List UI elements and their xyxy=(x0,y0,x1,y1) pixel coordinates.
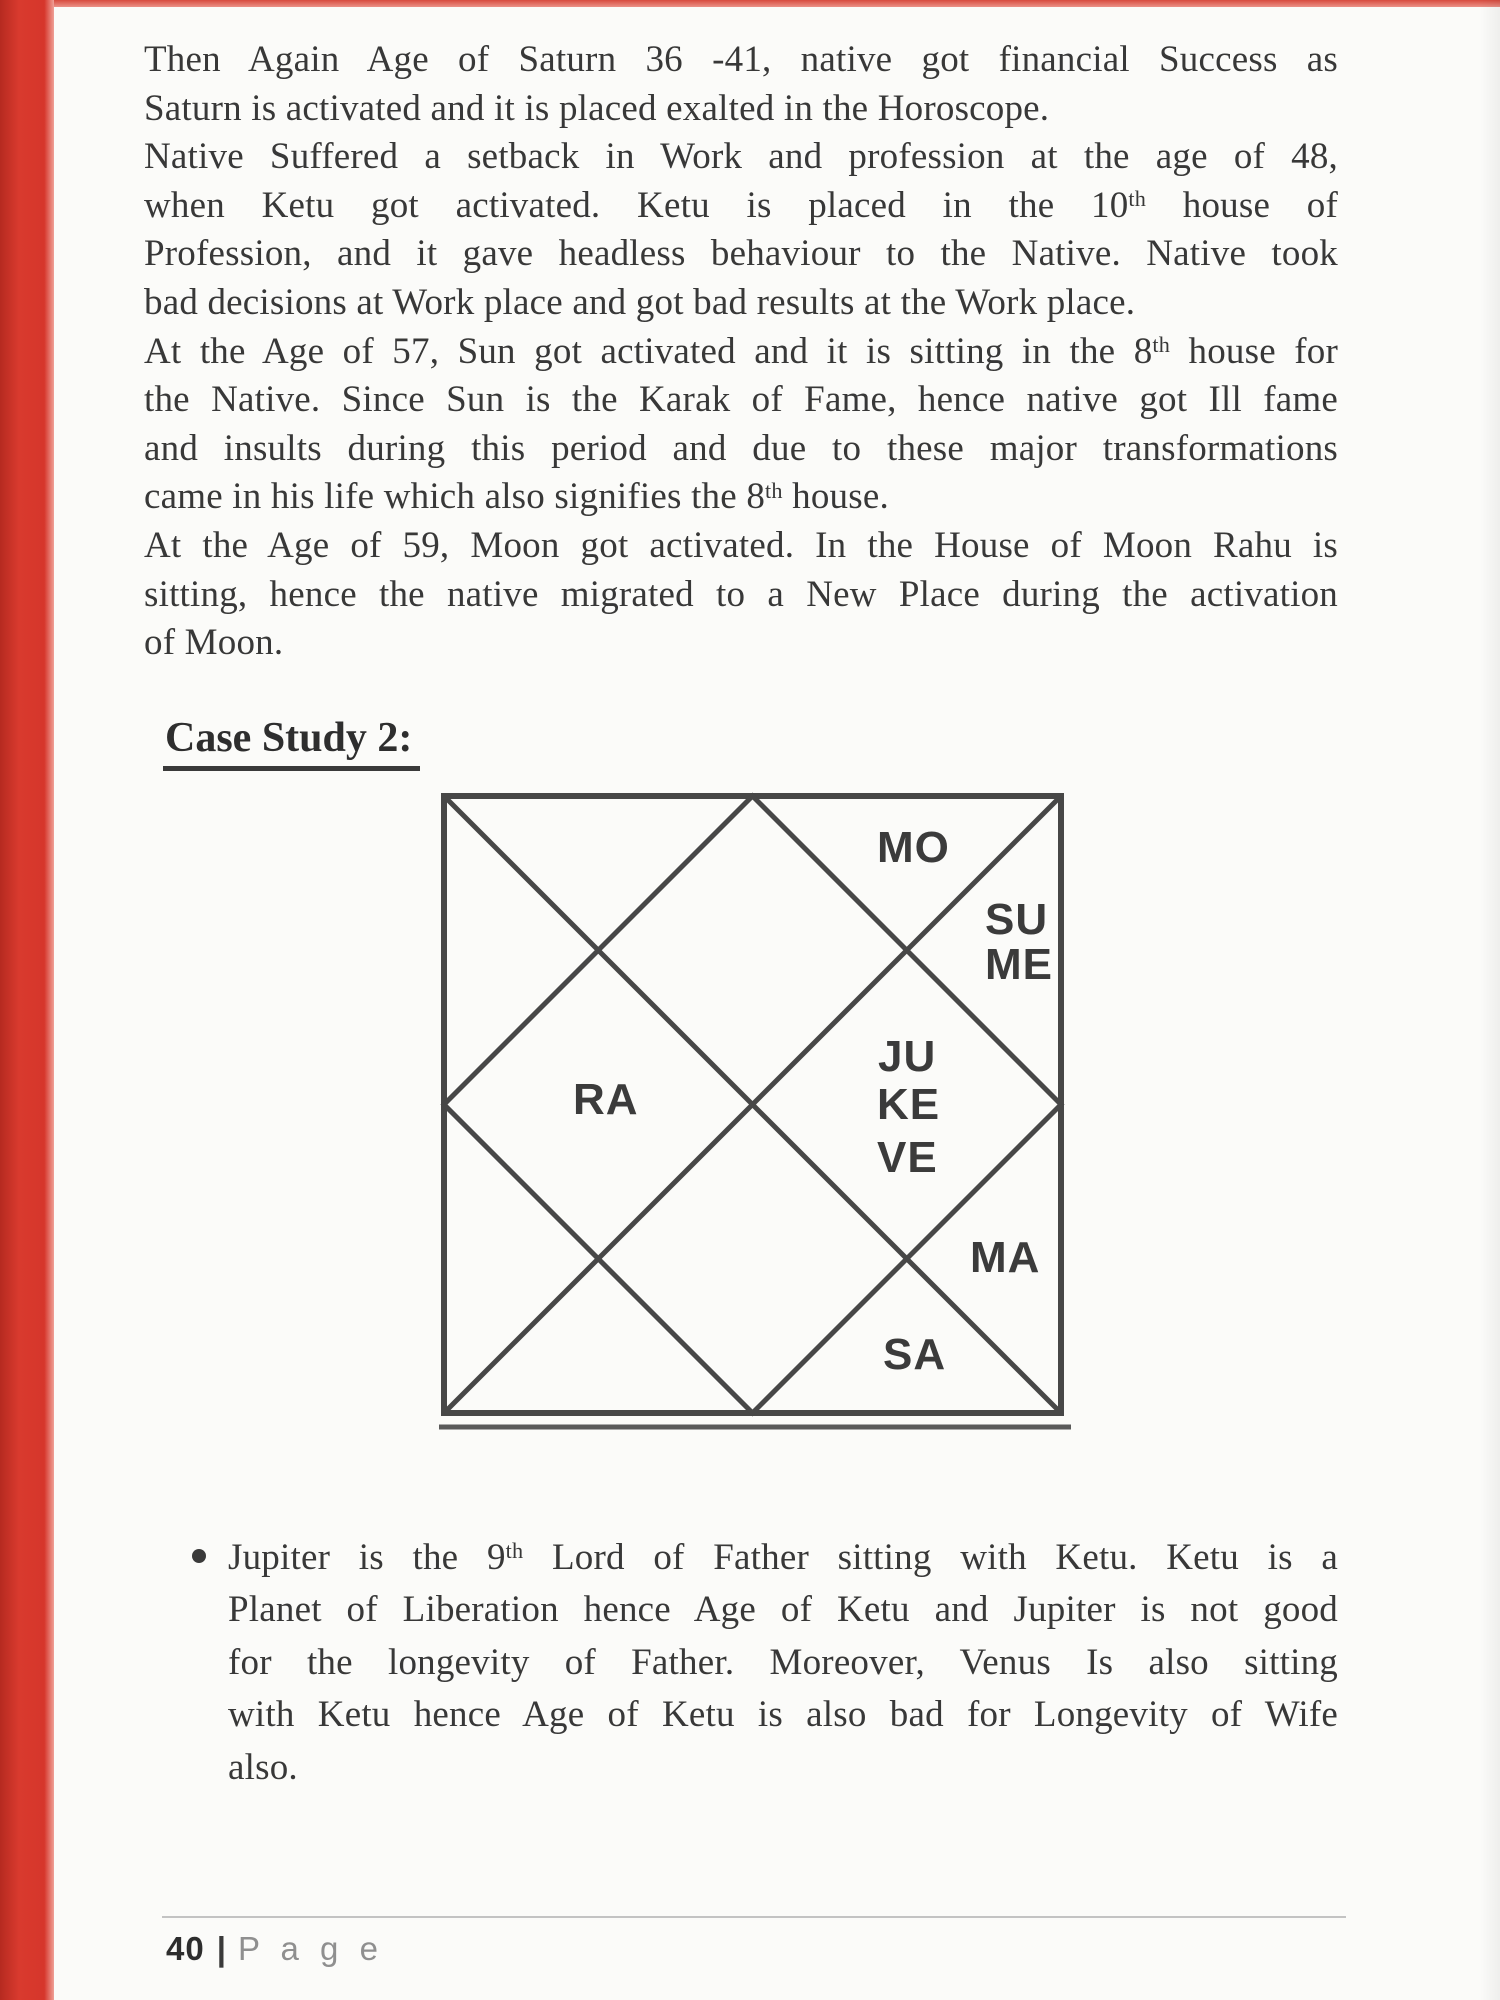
line-text: of Moon. xyxy=(144,622,284,664)
line-text: and insults during this period and due to these major transformations xyxy=(144,427,1338,469)
body-line xyxy=(144,85,1338,134)
book-edge-top xyxy=(54,0,1500,7)
footer-page-label: P a g e xyxy=(237,1930,384,1967)
footer-divider xyxy=(162,1916,1346,1918)
line-text: Native Suffered a setback in Work and profession at the age of 48, xyxy=(144,136,1338,178)
line-text: bad decisions at Work place and got bad results at the Work place. xyxy=(144,281,1136,323)
planet-label-sa: SA xyxy=(883,1330,947,1379)
body-paragraphs xyxy=(144,36,1338,668)
line-text: house. xyxy=(782,476,889,518)
line-text: house of xyxy=(1146,184,1338,226)
superscript: th xyxy=(1152,331,1171,357)
line-text: the Native. Since Sun is the Karak of Fame, hence native got Ill fame xyxy=(144,379,1338,421)
body-line xyxy=(144,425,1338,474)
page-footer xyxy=(166,1930,384,1968)
line-text: At the Age of 59, Moon got activated. In the House of Moon Rahu is xyxy=(144,524,1338,566)
body-line xyxy=(144,571,1338,620)
planet-label-ke: KE xyxy=(877,1080,941,1129)
body-line xyxy=(144,36,1338,85)
page-edge-shadow xyxy=(1480,0,1500,2000)
planet-label-ra: RA xyxy=(573,1075,639,1124)
birth-chart-diagram xyxy=(439,791,1071,1439)
line-text: Lord of Father sitting with Ketu. Ketu is a xyxy=(523,1537,1338,1578)
line-text: Saturn is activated and it is placed exalted in the Horoscope. xyxy=(144,87,1050,129)
superscript: th xyxy=(765,477,783,503)
line-text: also. xyxy=(228,1746,298,1788)
bullet-line xyxy=(228,1532,1338,1584)
bullet-line xyxy=(228,1584,1338,1636)
bullet-paragraph xyxy=(228,1532,1338,1794)
planet-label-ma: MA xyxy=(970,1233,1041,1282)
planet-label-mo: MO xyxy=(877,823,950,872)
line-text: Jupiter is the 9 xyxy=(228,1537,506,1578)
body-line xyxy=(144,133,1338,182)
line-text: sitting, hence the native migrated to a New Place during the activation xyxy=(144,573,1338,615)
page-number: 40 xyxy=(166,1930,205,1967)
line-text: house for xyxy=(1170,330,1338,372)
planet-label-ju: JU xyxy=(878,1032,937,1081)
bullet-line xyxy=(228,1689,1338,1741)
line-text: when Ketu got activated. Ketu is placed in the 10 xyxy=(144,184,1129,226)
footer-separator: | xyxy=(216,1930,226,1967)
book-edge-left xyxy=(0,0,54,2000)
body-line xyxy=(144,230,1338,279)
body-line xyxy=(144,619,1338,668)
bullet-line xyxy=(228,1742,1338,1794)
line-text: Profession, and it gave headless behaviour to the Native. Native took xyxy=(144,233,1338,275)
line-text: came in his life which also signifies the 8 xyxy=(144,476,766,518)
superscript: th xyxy=(505,1538,524,1564)
heading-text: Case Study 2: xyxy=(165,715,413,761)
body-line xyxy=(144,279,1338,328)
superscript: th xyxy=(1128,186,1147,212)
line-text: Then Again Age of Saturn 36 -41, native got financial Success as xyxy=(144,39,1338,80)
body-line xyxy=(144,376,1338,425)
chart-grid xyxy=(439,791,1071,1439)
planet-label-su: SU xyxy=(985,895,1049,944)
planet-label-me: ME xyxy=(985,940,1053,989)
line-text: Planet of Liberation hence Age of Ketu and Jupiter is not good xyxy=(228,1589,1338,1631)
body-line xyxy=(144,182,1338,231)
planet-label-ve: VE xyxy=(877,1133,938,1182)
line-text: for the longevity of Father. Moreover, Venus Is also sitting xyxy=(228,1641,1338,1683)
bullet-icon xyxy=(192,1549,206,1563)
body-line xyxy=(144,522,1338,571)
line-text: with Ketu hence Age of Ketu is also bad for Longevity of Wife xyxy=(228,1694,1338,1736)
body-line xyxy=(144,473,1338,522)
body-line xyxy=(144,328,1338,377)
line-text: At the Age of 57, Sun got activated and it is sitting in the 8 xyxy=(144,330,1153,372)
bullet-line xyxy=(228,1637,1338,1689)
case-study-heading xyxy=(163,714,420,771)
